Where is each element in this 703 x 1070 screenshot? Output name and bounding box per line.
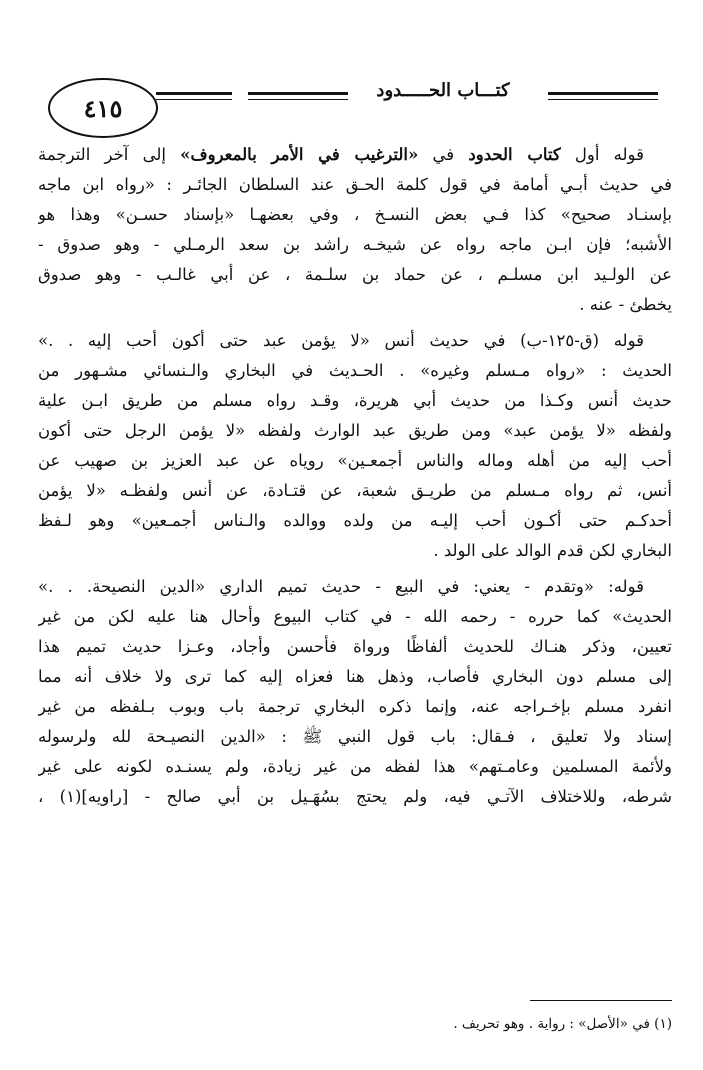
text-line: يخطئ - عنه . [579,295,672,314]
text-line: بإسنـاد صحيح» كذا فـي بعض النسـخ ، وفي بعضهـا «بإسناد حسـن» وهذا هو [38,205,672,224]
paragraph-1 [38,140,672,320]
text-line: إسناد ولا تعليق ، فـقال: باب قول النبي ﷺ : «الدين النصيـحة لله ولرسوله [38,727,672,746]
paragraph-2 [38,326,672,566]
running-title: كتـــاب الحـــــدود [376,80,510,101]
header-rule-right-thin [548,99,658,100]
text-line: ولفظه «لا يؤمن عبد» ومن طريق عبد الوارث ولفظه «لا يؤمن الرجل حتى أكون [38,421,672,440]
page-header [48,72,678,142]
text-line: انفرد مسلم بإخـراجه عنه، وإنما ذكره البخاري ترجمة باب وبوب بـلفظه من غير [38,697,672,716]
footnote-divider [530,1000,672,1001]
main-text [38,140,672,818]
header-rule-left [156,92,232,95]
text-line: الحديث : «رواه مـسلم وغيره» . الحـديث في البخاري والـنسائي مشـهور من [38,361,672,380]
header-rule-right [548,92,658,95]
text-line: تعيين، وذكر هنـاك للحديث ألفاظًا ورواة فأحسن وأجاد، وعـزا حديث تميم هذا [38,637,672,656]
paragraph-3 [38,572,672,812]
text-line: أحب إليه من أهله وماله والناس أجمعـين» روياه عن عبد العزيز بن صهيب عن [38,451,672,470]
text-line: أحدكـم حتى أكـون أحب إليـه من ولده ووالده والـناس أجمـعين» وهو لـفظ [38,511,672,530]
text-line: أنس، ثم رواه مـسلم من طريـق شعبة، عن قتـادة، عن أنس ولفظـه «لا يؤمن [38,481,672,500]
text-line: عن الولـيد ابن مسلـم ، عن حماد بن سلـمة ، عن أبي غالـب - وهو صدوق [38,265,672,284]
text-line: الحديث» كما حرره - رحمه الله - في كتاب البيوع وأحال هنا عليه لكن من غير [38,607,672,626]
header-rule-middle [248,92,348,95]
text-line: شرطه، وللاختلاف الآتـي فيه، ولم يحتج بسُهَـيل بن أبي صالح - [راويه](١) ، [38,787,672,806]
text-line: البخاري لكن قدم الوالد على الولد . [433,541,672,560]
header-rule-middle-thin [248,99,348,100]
text-line: الأشبه؛ فإن ابـن ماجه رواه عن شيخـه راشد بن سعد الرمـلي - وهو صدوق - [38,235,672,254]
footnote: (١) في «الأصل» : رواية . وهو تحريف . [453,1016,672,1032]
text-line: قوله (ق-١٢٥-ب) في حديث أنس «لا يؤمن عبد حتى أكون أحب إليه . .» [38,331,644,350]
text-line: حديث أنس وكـذا من حديث أبي هريرة، وقـد رواه مسلم من طريق ابـن علية [38,391,672,410]
text-line: قوله: «وتقدم - يعني: في البيع - حديث تميم الداري «الدين النصيحة. . .» [38,577,644,596]
header-rule-left-thin [156,99,232,100]
page-number: ٤١٥ [48,78,158,138]
text-line: ولأئمة المسلمين وعامـتهم» هذا لفظه من غير زيادة، ولم يسنـده لكونه على غير [38,757,672,776]
text-line: إلى مسلم دون البخاري فأصاب، وذهل هنا فعزاه إليه كما ترى ولا خلاف أنه مما [38,667,672,686]
text-line: في حديث أبـي أمامة في قول كلمة الحـق عند السلطان الجائـر : «رواه ابن ماجه [38,175,672,194]
text-line: قوله أول كتاب الحدود في «الترغيب في الأمر بالمعروف» إلى آخر الترجمة [38,145,644,164]
